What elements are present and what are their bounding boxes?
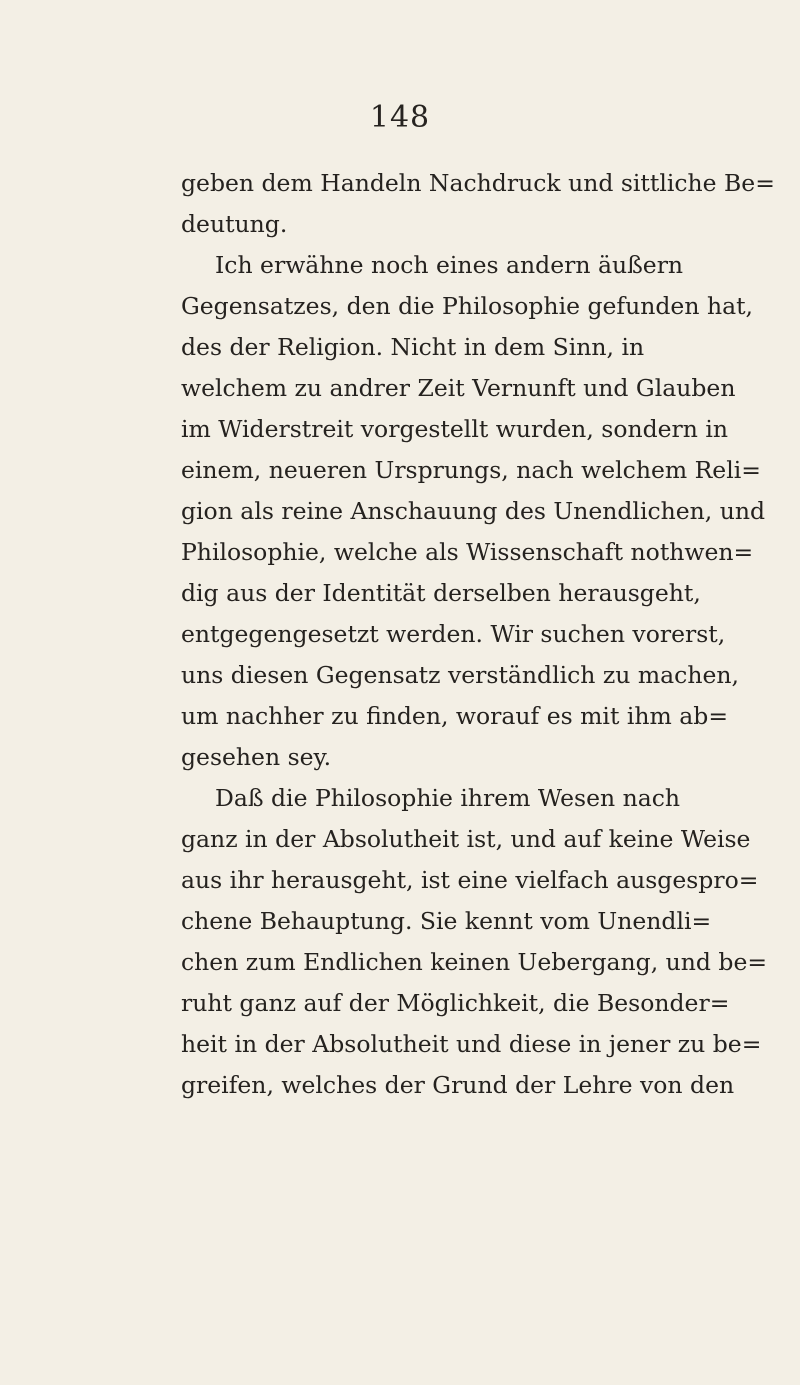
text-line: chen zum Endlichen keinen Uebergang, und be= xyxy=(181,948,768,976)
text-line: Daß die Philosophie ihrem Wesen nach xyxy=(215,784,681,812)
text-line: Philosophie, welche als Wissenschaft nothwen= xyxy=(181,538,754,566)
text-line: Gegensatzes, den die Philosophie gefunden hat, xyxy=(181,292,753,320)
text-line: deutung. xyxy=(181,210,288,238)
text-line: welchem zu andrer Zeit Vernunft und Glauben xyxy=(181,374,736,402)
text-line: Ich erwähne noch eines andern äußern xyxy=(215,251,684,279)
text-line: greifen, welches der Grund der Lehre von den xyxy=(181,1071,735,1099)
page-number: 148 xyxy=(369,100,431,135)
text-line: des der Religion. Nicht in dem Sinn, in xyxy=(181,333,645,361)
text-line: ruht ganz auf der Möglichkeit, die Besonder= xyxy=(181,989,730,1017)
paragraph-2 xyxy=(181,245,766,778)
text-line: im Widerstreit vorgestellt wurden, sondern in xyxy=(181,415,729,443)
text-line: geben dem Handeln Nachdruck und sittliche Be= xyxy=(181,169,775,197)
paragraph-3 xyxy=(181,778,768,1106)
text-line: einem, neueren Ursprungs, nach welchem Reli= xyxy=(181,456,761,484)
text-line: heit in der Absolutheit und diese in jener zu be= xyxy=(181,1030,762,1058)
body-text xyxy=(181,163,775,1106)
text-line: uns diesen Gegensatz verständlich zu machen, xyxy=(181,661,739,689)
paragraph-1 xyxy=(181,163,775,245)
text-line: dig aus der Identität derselben herausgeht, xyxy=(181,579,701,607)
text-line: chene Behauptung. Sie kennt vom Unendli= xyxy=(181,907,712,935)
text-line: aus ihr herausgeht, ist eine vielfach ausgespro= xyxy=(181,866,759,894)
text-line: entgegengesetzt werden. Wir suchen vorerst, xyxy=(181,620,726,648)
text-line: um nachher zu finden, worauf es mit ihm ab= xyxy=(181,702,729,730)
text-line: gesehen sey. xyxy=(181,743,332,771)
text-line: gion als reine Anschauung des Unendlichen, und xyxy=(181,497,766,525)
text-line: ganz in der Absolutheit ist, und auf keine Weise xyxy=(181,825,751,853)
